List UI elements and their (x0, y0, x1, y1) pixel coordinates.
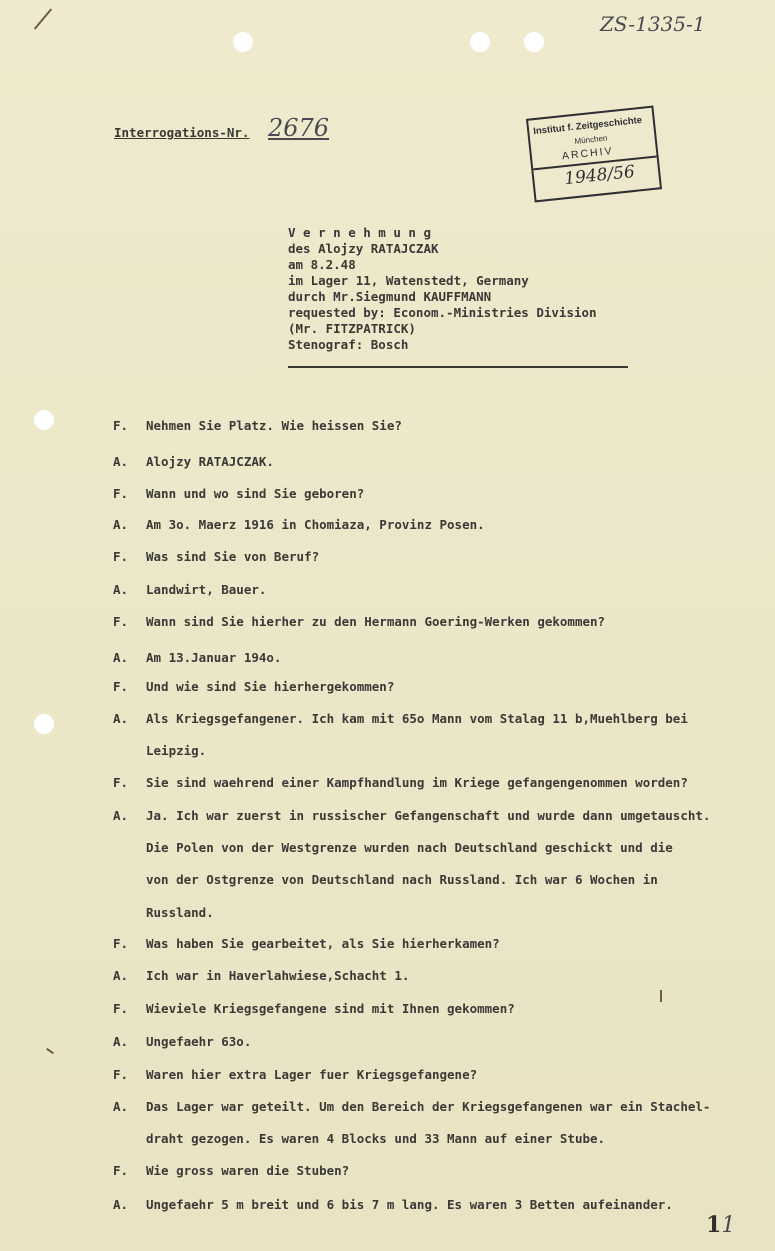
punch-hole-top-right (524, 32, 544, 52)
speaker-label: A. (113, 1197, 129, 1212)
speaker-label: F. (113, 1067, 129, 1082)
interrogation-label: Interrogations-Nr. (114, 125, 250, 140)
dialogue-line: Und wie sind Sie hierhergekommen? (146, 679, 395, 694)
speaker-label: A. (113, 582, 129, 597)
dialogue-line: Nehmen Sie Platz. Wie heissen Sie? (146, 418, 402, 433)
dialogue-line: draht gezogen. Es waren 4 Blocks und 33 Mann auf einer Stube. (146, 1131, 606, 1146)
stray-mark (660, 990, 662, 1002)
stamp-number: 1948/56 (563, 161, 636, 190)
archive-stamp (526, 106, 662, 203)
speaker-label: F. (113, 775, 129, 790)
archive-reference: ZS-1335-1 (600, 12, 706, 36)
page-number (706, 1212, 735, 1238)
dialogue-line: Sie sind waehrend einer Kampfhandlung im Kriege gefangengenommen worden? (146, 775, 688, 790)
dialogue-line: Leipzig. (146, 743, 207, 758)
dialogue-line: Die Polen von der Westgrenze wurden nach Deutschland geschickt und die (146, 840, 673, 855)
title-line: des Alojzy RATAJCZAK (288, 241, 439, 256)
speaker-label: F. (113, 614, 129, 629)
punch-hole-left-lower (34, 714, 54, 734)
speaker-label: F. (113, 1163, 129, 1178)
dialogue-line: Ja. Ich war zuerst in russischer Gefangenschaft und wurde dann umgetauscht. (146, 808, 711, 823)
dialogue-line: Am 3o. Maerz 1916 in Chomiaza, Provinz Posen. (146, 517, 485, 532)
dialogue-line: Wann und wo sind Sie geboren? (146, 486, 365, 501)
title-line: Stenograf: Bosch (288, 337, 409, 352)
speaker-label: F. (113, 1001, 129, 1016)
dialogue-line: Ungefaehr 63o. (146, 1034, 252, 1049)
speaker-label: F. (113, 486, 129, 501)
title-line: (Mr. FITZPATRICK) (288, 321, 416, 336)
page-number-typed: 1 (706, 1212, 722, 1238)
dialogue-line: Wann sind Sie hierher zu den Hermann Goering-Werken gekommen? (146, 614, 606, 629)
speaker-label: F. (113, 418, 129, 433)
dialogue-line: Als Kriegsgefangener. Ich kam mit 65o Mann vom Stalag 11 b,Muehlberg bei (146, 711, 688, 726)
dialogue-line: Landwirt, Bauer. (146, 582, 267, 597)
dialogue-line: Waren hier extra Lager fuer Kriegsgefangene? (146, 1067, 478, 1082)
dialogue-line: Am 13.Januar 194o. (146, 650, 282, 665)
page-number-handwritten: 1 (721, 1213, 736, 1238)
dialogue-line: Wie gross waren die Stuben? (146, 1163, 350, 1178)
interrogation-number: 2676 (268, 114, 330, 142)
punch-hole-top-left (233, 32, 253, 52)
dialogue-line: Ungefaehr 5 m breit und 6 bis 7 m lang. Es waren 3 Betten aufeinander. (146, 1197, 673, 1212)
speaker-label: A. (113, 968, 129, 983)
stamp-archive: ARCHIV (561, 144, 615, 163)
dialogue-line: Russland. (146, 905, 214, 920)
speaker-label: F. (113, 549, 129, 564)
speaker-label: F. (113, 936, 129, 951)
dialogue-line: Alojzy RATAJCZAK. (146, 454, 274, 469)
title-line: durch Mr.Siegmund KAUFFMANN (288, 289, 492, 304)
punch-hole-left-upper (34, 410, 54, 430)
pencil-mark (34, 8, 52, 29)
speaker-label: F. (113, 679, 129, 694)
title-underline (288, 366, 628, 368)
title-line: V e r n e h m u n g (288, 225, 431, 240)
stamp-city: München (574, 133, 608, 146)
stray-mark (46, 1048, 54, 1054)
speaker-label: A. (113, 650, 129, 665)
title-line: am 8.2.48 (288, 257, 356, 272)
stamp-institute: Institut f. Zeitgeschichte (532, 114, 643, 138)
title-line: requested by: Econom.-Ministries Division (288, 305, 597, 320)
title-line: im Lager 11, Watenstedt, Germany (288, 273, 529, 288)
dialogue-line: von der Ostgrenze von Deutschland nach Russland. Ich war 6 Wochen in (146, 872, 658, 887)
dialogue-line: Ich war in Haverlahwiese,Schacht 1. (146, 968, 410, 983)
speaker-label: A. (113, 711, 129, 726)
dialogue-line: Was haben Sie gearbeitet, als Sie hierherkamen? (146, 936, 500, 951)
dialogue-line: Was sind Sie von Beruf? (146, 549, 320, 564)
punch-hole-top-middle (470, 32, 490, 52)
speaker-label: A. (113, 1034, 129, 1049)
dialogue-line: Das Lager war geteilt. Um den Bereich der Kriegsgefangenen war ein Stachel- (146, 1099, 711, 1114)
dialogue-line: Wieviele Kriegsgefangene sind mit Ihnen gekommen? (146, 1001, 515, 1016)
speaker-label: A. (113, 517, 129, 532)
speaker-label: A. (113, 1099, 129, 1114)
speaker-label: A. (113, 454, 129, 469)
speaker-label: A. (113, 808, 129, 823)
